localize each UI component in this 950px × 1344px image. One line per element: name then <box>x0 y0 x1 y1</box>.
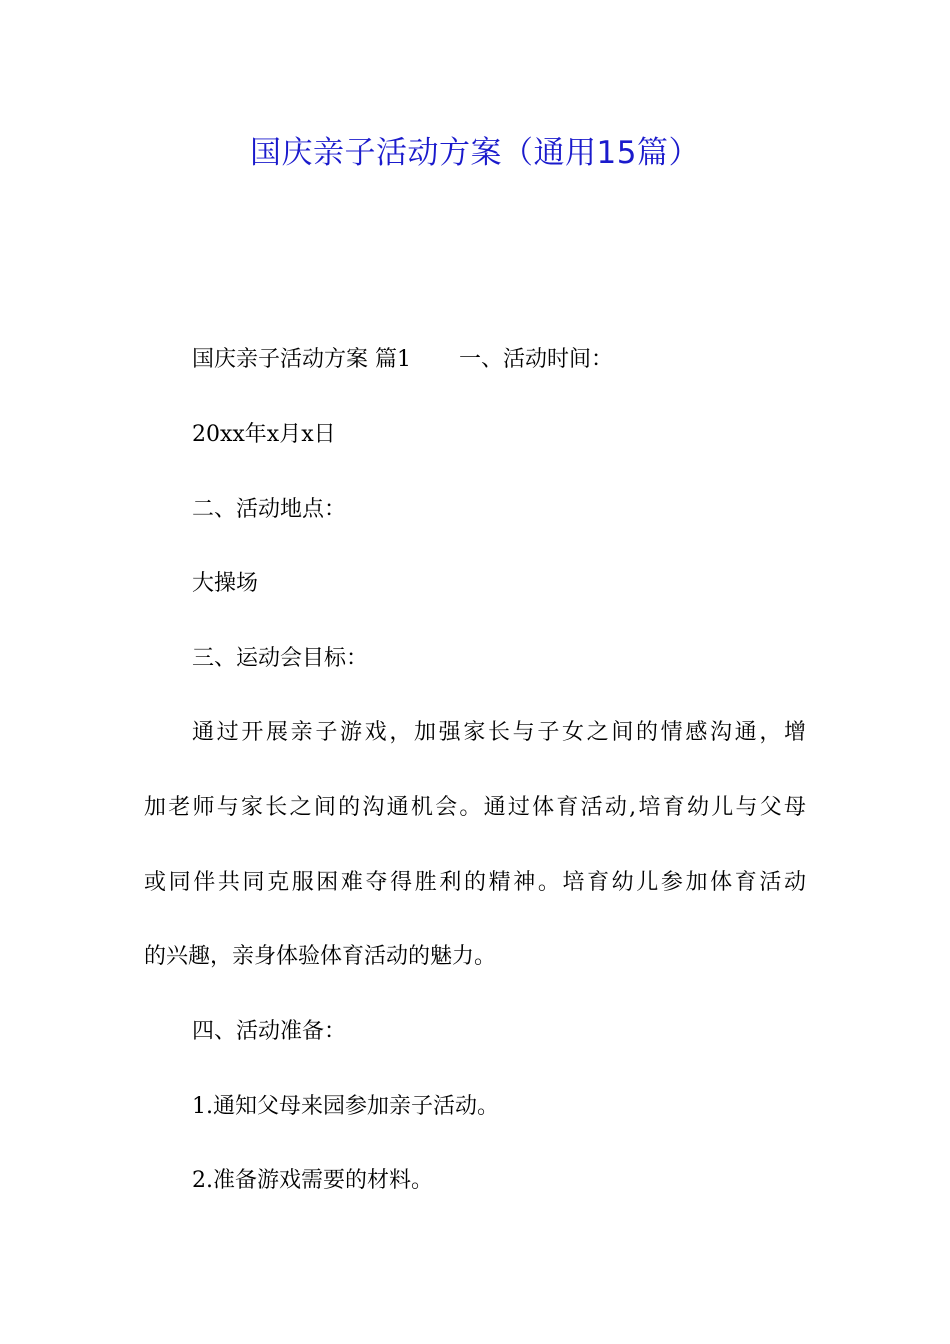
goal-paragraph-line-2: 加老师与家长之间的沟通机会。通过体育活动,培育幼儿与父母 <box>144 795 806 820</box>
goal-paragraph-line-3: 或同伴共同克服困难夺得胜利的精神。培育幼儿参加体育活动 <box>144 870 806 895</box>
section-heading-line <box>192 345 613 375</box>
heading-sports-goal: 三、运动会目标： <box>192 646 369 671</box>
activity-location: 大操场 <box>192 571 259 596</box>
section-heading: 国庆亲子活动方案 篇1 <box>192 347 411 372</box>
activity-date: 20xx年x月x日 <box>192 422 336 447</box>
document-title: 国庆亲子活动方案（通用15篇） <box>250 135 700 171</box>
preparation-item-2: 2.准备游戏需要的材料。 <box>192 1168 433 1193</box>
goal-paragraph-line-4: 的兴趣，亲身体验体育活动的魅力。 <box>144 944 497 969</box>
preparation-item-1: 1.通知父母来园参加亲子活动。 <box>192 1094 499 1119</box>
heading-activity-time: 一、活动时间： <box>459 347 614 372</box>
goal-paragraph-line-1: 通过开展亲子游戏，加强家长与子女之间的情感沟通，增 <box>192 720 806 745</box>
heading-activity-location: 二、活动地点： <box>192 497 347 522</box>
heading-activity-preparation: 四、活动准备： <box>192 1019 347 1044</box>
